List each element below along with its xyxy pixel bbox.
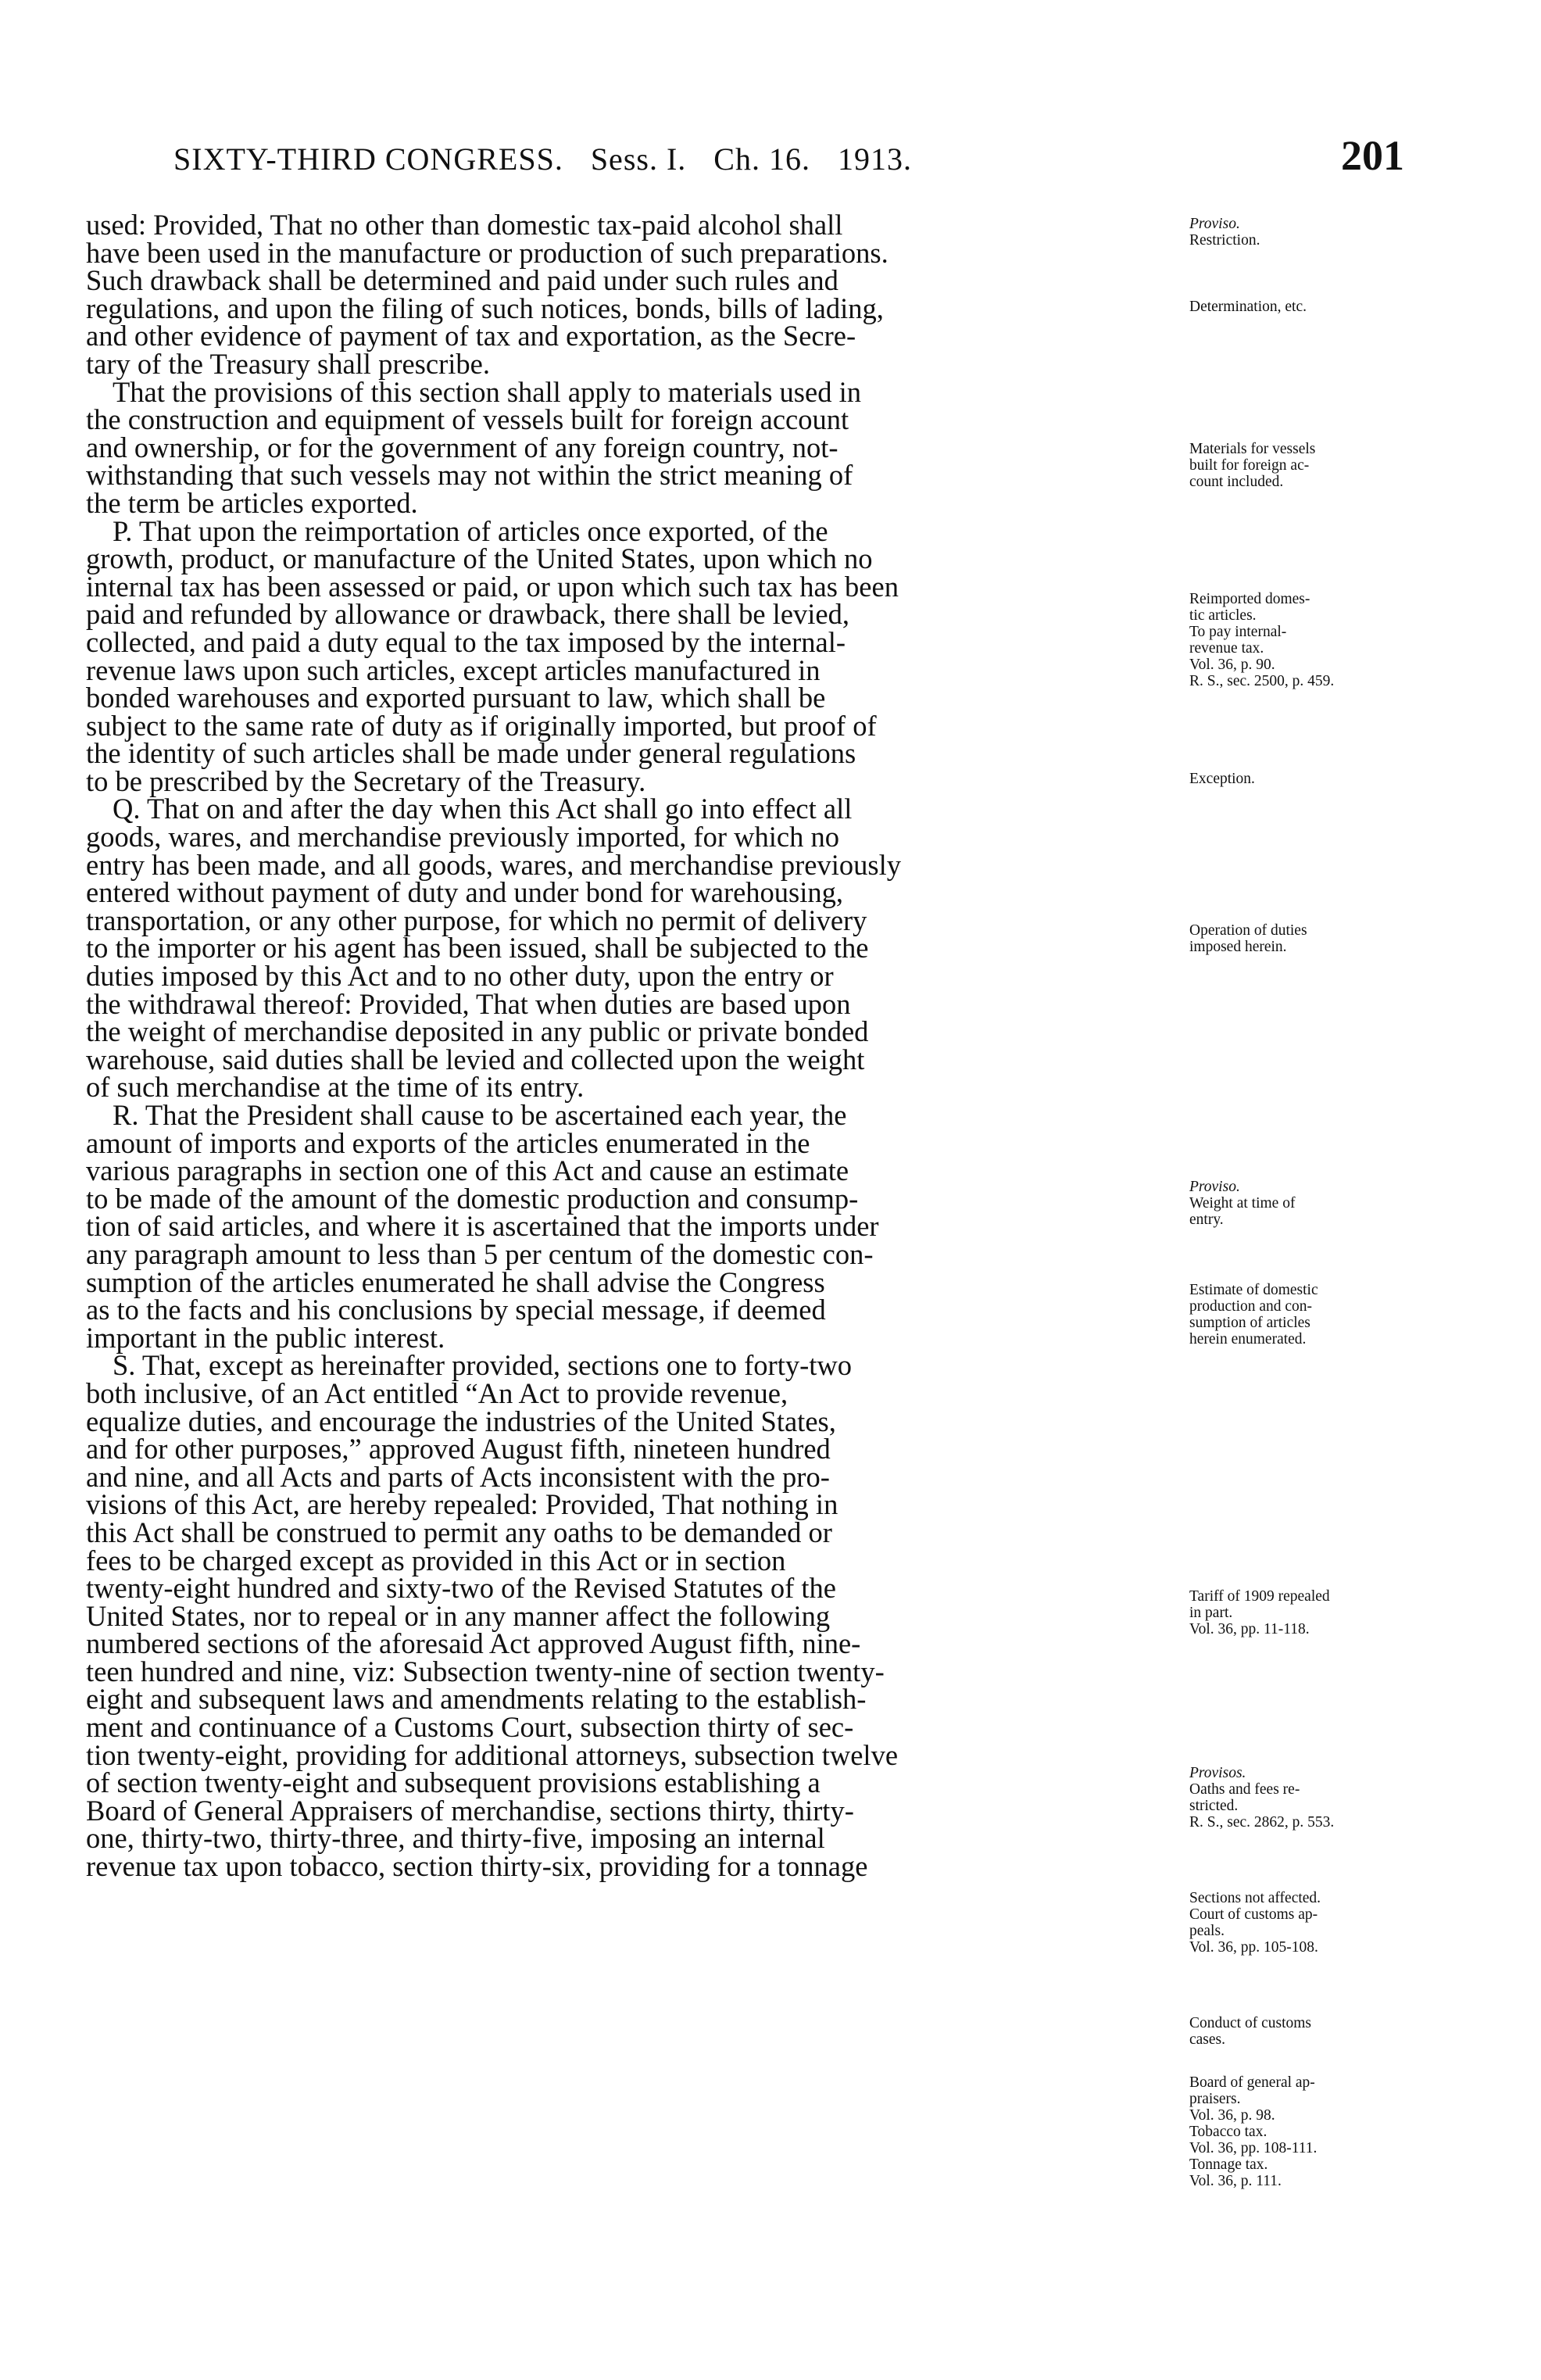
text-line: bonded warehouses and exported pursuant to law, which shall be bbox=[86, 682, 826, 714]
text-line: United States, nor to repeal or in any manner affect the following bbox=[86, 1599, 831, 1632]
text-line: Q. That on and after the day when this Act shall go into effect all bbox=[113, 793, 853, 825]
text-line: revenue laws upon such articles, except articles manufactured in bbox=[86, 653, 821, 686]
text-line: to be prescribed by the Secretary of the Treasury. bbox=[86, 764, 646, 797]
text-line: used: Provided, That no other than domestic tax-paid alcohol shall bbox=[86, 209, 843, 241]
congress-label: SIXTY-THIRD CONGRESS. bbox=[173, 141, 563, 177]
text-line: paid and refunded by allowance or drawback, there shall be levied, bbox=[86, 598, 849, 631]
margin-note-tariff-repealed: Tariff of 1909 repealed in part. Vol. 36, pp. 11-118. bbox=[1189, 1588, 1330, 1637]
text-line: sumption of the articles enumerated he shall advise the Congress bbox=[86, 1265, 825, 1298]
text-line: amount of imports and exports of the articles enumerated in the bbox=[86, 1126, 810, 1159]
paragraph-proviso-alcohol bbox=[86, 211, 1164, 378]
margin-note-proviso-restriction: Proviso. Restriction. bbox=[1189, 216, 1260, 249]
text-line: ment and continuance of a Customs Court, subsection thirty of sec- bbox=[86, 1711, 854, 1744]
margin-note-determination: Determination, etc. bbox=[1189, 299, 1307, 315]
text-line: and nine, and all Acts and parts of Acts inconsistent with the pro- bbox=[86, 1460, 830, 1493]
text-line: equalize duties, and encourage the industries of the United States, bbox=[86, 1405, 836, 1437]
margin-note-reimported: Reimported domes- tic articles. To pay internal- revenue tax. Vol. 36, p. 90. R. S., sec. 2500, p. 459. bbox=[1189, 591, 1335, 689]
text-line: as to the facts and his conclusions by special message, if deemed bbox=[86, 1294, 826, 1326]
text-line: the term be articles exported. bbox=[86, 486, 418, 519]
text-line: and other evidence of payment of tax and exportation, as the Secre- bbox=[86, 320, 856, 353]
paragraph-p-reimportation bbox=[86, 514, 1164, 797]
text-line: regulations, and upon the filing of such notices, bonds, bills of lading, bbox=[86, 292, 884, 324]
running-header bbox=[173, 131, 1404, 186]
page-number: 201 bbox=[1341, 132, 1404, 179]
text-line: fees to be charged except as provided in this Act or in section bbox=[86, 1544, 786, 1577]
margin-note-conduct-customs: Conduct of customs cases. bbox=[1189, 2015, 1311, 2048]
text-line: the construction and equipment of vessels built for foreign account bbox=[86, 403, 849, 436]
text-line: to be made of the amount of the domestic production and consump- bbox=[86, 1182, 859, 1215]
text-line: the withdrawal thereof: Provided, That when duties are based upon bbox=[86, 987, 851, 1020]
margin-note-materials-vessels: Materials for vessels built for foreign ac- count included. bbox=[1189, 441, 1316, 490]
text-line: eight and subsequent laws and amendments relating to the establish- bbox=[86, 1683, 867, 1716]
text-line: entry has been made, and all goods, wares, and merchandise previously bbox=[86, 848, 901, 881]
margin-note-board-appraisers: Board of general ap- praisers. Vol. 36, p. 98. Tobacco tax. Vol. 36, pp. 108-111. Tonnage tax. Vol. 36, p. 111. bbox=[1189, 2074, 1318, 2189]
text-line: growth, product, or manufacture of the United States, upon which no bbox=[86, 542, 873, 575]
margin-note-sections-not-affected: Sections not affected. Court of customs ap- peals. Vol. 36, pp. 105-108. bbox=[1189, 1890, 1321, 1956]
text-line: any paragraph amount to less than 5 per centum of the domestic con- bbox=[86, 1237, 874, 1270]
text-line: R. That the President shall cause to be ascertained each year, the bbox=[113, 1099, 847, 1131]
text-line: the identity of such articles shall be made under general regulations bbox=[86, 737, 856, 770]
text-line: and ownership, or for the government of any foreign country, not- bbox=[86, 431, 838, 463]
text-line: numbered sections of the aforesaid Act approved August fifth, nine- bbox=[86, 1627, 861, 1660]
margin-note-proviso-weight: Proviso. Weight at time of entry. bbox=[1189, 1179, 1296, 1228]
text-line: twenty-eight hundred and sixty-two of the Revised Statutes of the bbox=[86, 1572, 836, 1605]
text-line: Board of General Appraisers of merchandise, sections thirty, thirty- bbox=[86, 1794, 854, 1827]
text-line: have been used in the manufacture or production of such preparations. bbox=[86, 236, 888, 269]
text-line: the weight of merchandise deposited in any public or private bonded bbox=[86, 1015, 869, 1048]
text-line: one, thirty-two, thirty-three, and thirty-five, imposing an internal bbox=[86, 1822, 825, 1855]
margin-note-provisos-oaths: Provisos. Oaths and fees re- stricted. R. S., sec. 2862, p. 553. bbox=[1189, 1765, 1335, 1831]
margin-note-estimate-domestic: Estimate of domestic production and con- sumption of articles herein enumerated. bbox=[1189, 1282, 1318, 1347]
text-line: of section twenty-eight and subsequent provisions establishing a bbox=[86, 1766, 821, 1799]
text-line: withstanding that such vessels may not within the strict meaning of bbox=[86, 459, 853, 492]
text-line: tion of said articles, and where it is ascertained that the imports under bbox=[86, 1210, 879, 1243]
session-label: Sess. I. bbox=[590, 141, 687, 177]
text-line: important in the public interest. bbox=[86, 1321, 445, 1354]
paragraph-vessels bbox=[86, 375, 1164, 519]
text-line: of such merchandise at the time of its entry. bbox=[86, 1071, 585, 1104]
text-line: internal tax has been assessed or paid, or upon which such tax has been bbox=[86, 570, 899, 603]
text-line: duties imposed by this Act and to no other duty, upon the entry or bbox=[86, 960, 834, 993]
text-line: subject to the same rate of duty as if originally imported, but proof of bbox=[86, 709, 877, 742]
text-line: to the importer or his agent has been issued, shall be subjected to the bbox=[86, 932, 869, 965]
text-line: entered without payment of duty and under bond for warehousing, bbox=[86, 876, 844, 909]
text-line: revenue tax upon tobacco, section thirty-six, providing for a tonnage bbox=[86, 1850, 868, 1883]
text-line: collected, and paid a duty equal to the tax imposed by the internal- bbox=[86, 625, 846, 658]
text-line: teen hundred and nine, viz: Subsection twenty-nine of section twenty- bbox=[86, 1655, 885, 1687]
text-line: both inclusive, of an Act entitled “An Act to provide revenue, bbox=[86, 1376, 788, 1409]
text-line: goods, wares, and merchandise previously imported, for which no bbox=[86, 821, 839, 854]
text-line: That the provisions of this section shall apply to materials used in bbox=[113, 375, 861, 408]
text-line: and for other purposes,” approved August fifth, nineteen hundred bbox=[86, 1433, 831, 1466]
text-line: P. That upon the reimportation of articles once exported, of the bbox=[113, 514, 828, 547]
body-text bbox=[86, 211, 1164, 1881]
text-line: tary of the Treasury shall prescribe. bbox=[86, 347, 490, 380]
margin-note-exception: Exception. bbox=[1189, 771, 1255, 787]
text-line: visions of this Act, are hereby repealed: Provided, That nothing in bbox=[86, 1488, 838, 1521]
text-line: this Act shall be construed to permit any oaths to be demanded or bbox=[86, 1516, 832, 1548]
text-line: Such drawback shall be determined and paid under such rules and bbox=[86, 264, 838, 297]
paragraph-s-repeal bbox=[86, 1349, 1164, 1883]
text-line: various paragraphs in section one of this Act and cause an estimate bbox=[86, 1154, 849, 1187]
chapter-label: Ch. 16. bbox=[713, 141, 810, 177]
text-line: transportation, or any other purpose, for which no permit of delivery bbox=[86, 904, 867, 936]
text-line: S. That, except as hereinafter provided, sections one to forty-two bbox=[113, 1349, 853, 1382]
year-label: 1913. bbox=[837, 141, 912, 177]
paragraph-q-operation bbox=[86, 793, 1164, 1104]
margin-note-operation-duties: Operation of duties imposed herein. bbox=[1189, 922, 1307, 955]
text-line: tion twenty-eight, providing for additional attorneys, subsection twelve bbox=[86, 1738, 899, 1771]
running-title bbox=[173, 141, 931, 177]
paragraph-r-estimate bbox=[86, 1099, 1164, 1354]
text-line: warehouse, said duties shall be levied and collected upon the weight bbox=[86, 1043, 865, 1075]
